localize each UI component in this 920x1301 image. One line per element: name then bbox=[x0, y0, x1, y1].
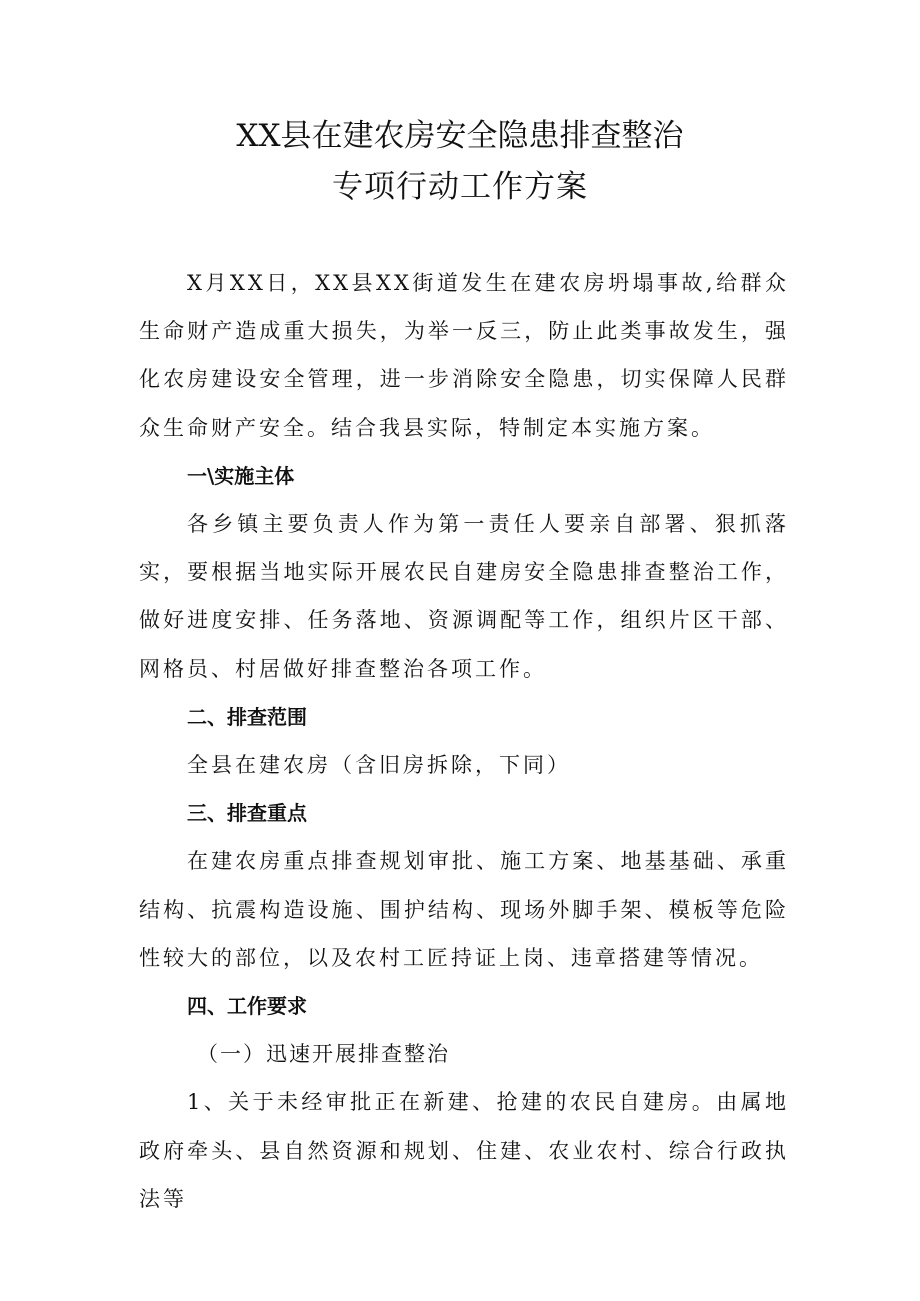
section3-paragraph: 在建农房重点排查规划审批、施工方案、地基基础、承重结构、抗震构造设施、围护结构、现场外脚手架、模板等危险性较大的部位，以及农村工匠持证上岗、违章搭建等情况。 bbox=[139, 849, 789, 970]
section2-paragraph: 全县在建农房（含旧房拆除，下同） bbox=[187, 753, 571, 778]
section4-subheading: （一）迅速开展排查整治 bbox=[197, 1042, 450, 1067]
section4-item1-paragraph: 1、关于未经审批正在新建、抢建的农民自建房。由属地政府牵头、县自然资源和规划、住建、农业农村、综合行政执法等 bbox=[139, 1090, 789, 1211]
section1-heading: 一\实施主体 bbox=[187, 463, 295, 488]
intro-paragraph: X月XX日，XX县XX街道发生在建农房坍塌事故,给群众生命财产造成重大损失，为举一反三，防止此类事故发生，强化农房建设安全管理，进一步消除安全隐患，切实保障人民群众生命财产安全。结合我县实际，特制定本实施方案。 bbox=[139, 271, 789, 440]
document-title-line1: XX县在建农房安全隐患排查整治 bbox=[236, 118, 684, 154]
section4-heading: 四、工作要求 bbox=[187, 994, 307, 1019]
document-title-line2: 专项行动工作方案 bbox=[332, 169, 588, 205]
document-body bbox=[139, 259, 789, 1223]
section3-heading: 三、排查重点 bbox=[187, 801, 307, 826]
section2-heading: 二、排查范围 bbox=[187, 704, 307, 729]
section1-paragraph: 各乡镇主要负责人作为第一责任人要亲自部署、狠抓落实，要根据当地实际开展农民自建房安全隐患排查整治工作，做好进度安排、任务落地、资源调配等工作，组织片区干部、网格员、村居做好排查整治各项工作。 bbox=[139, 512, 789, 681]
